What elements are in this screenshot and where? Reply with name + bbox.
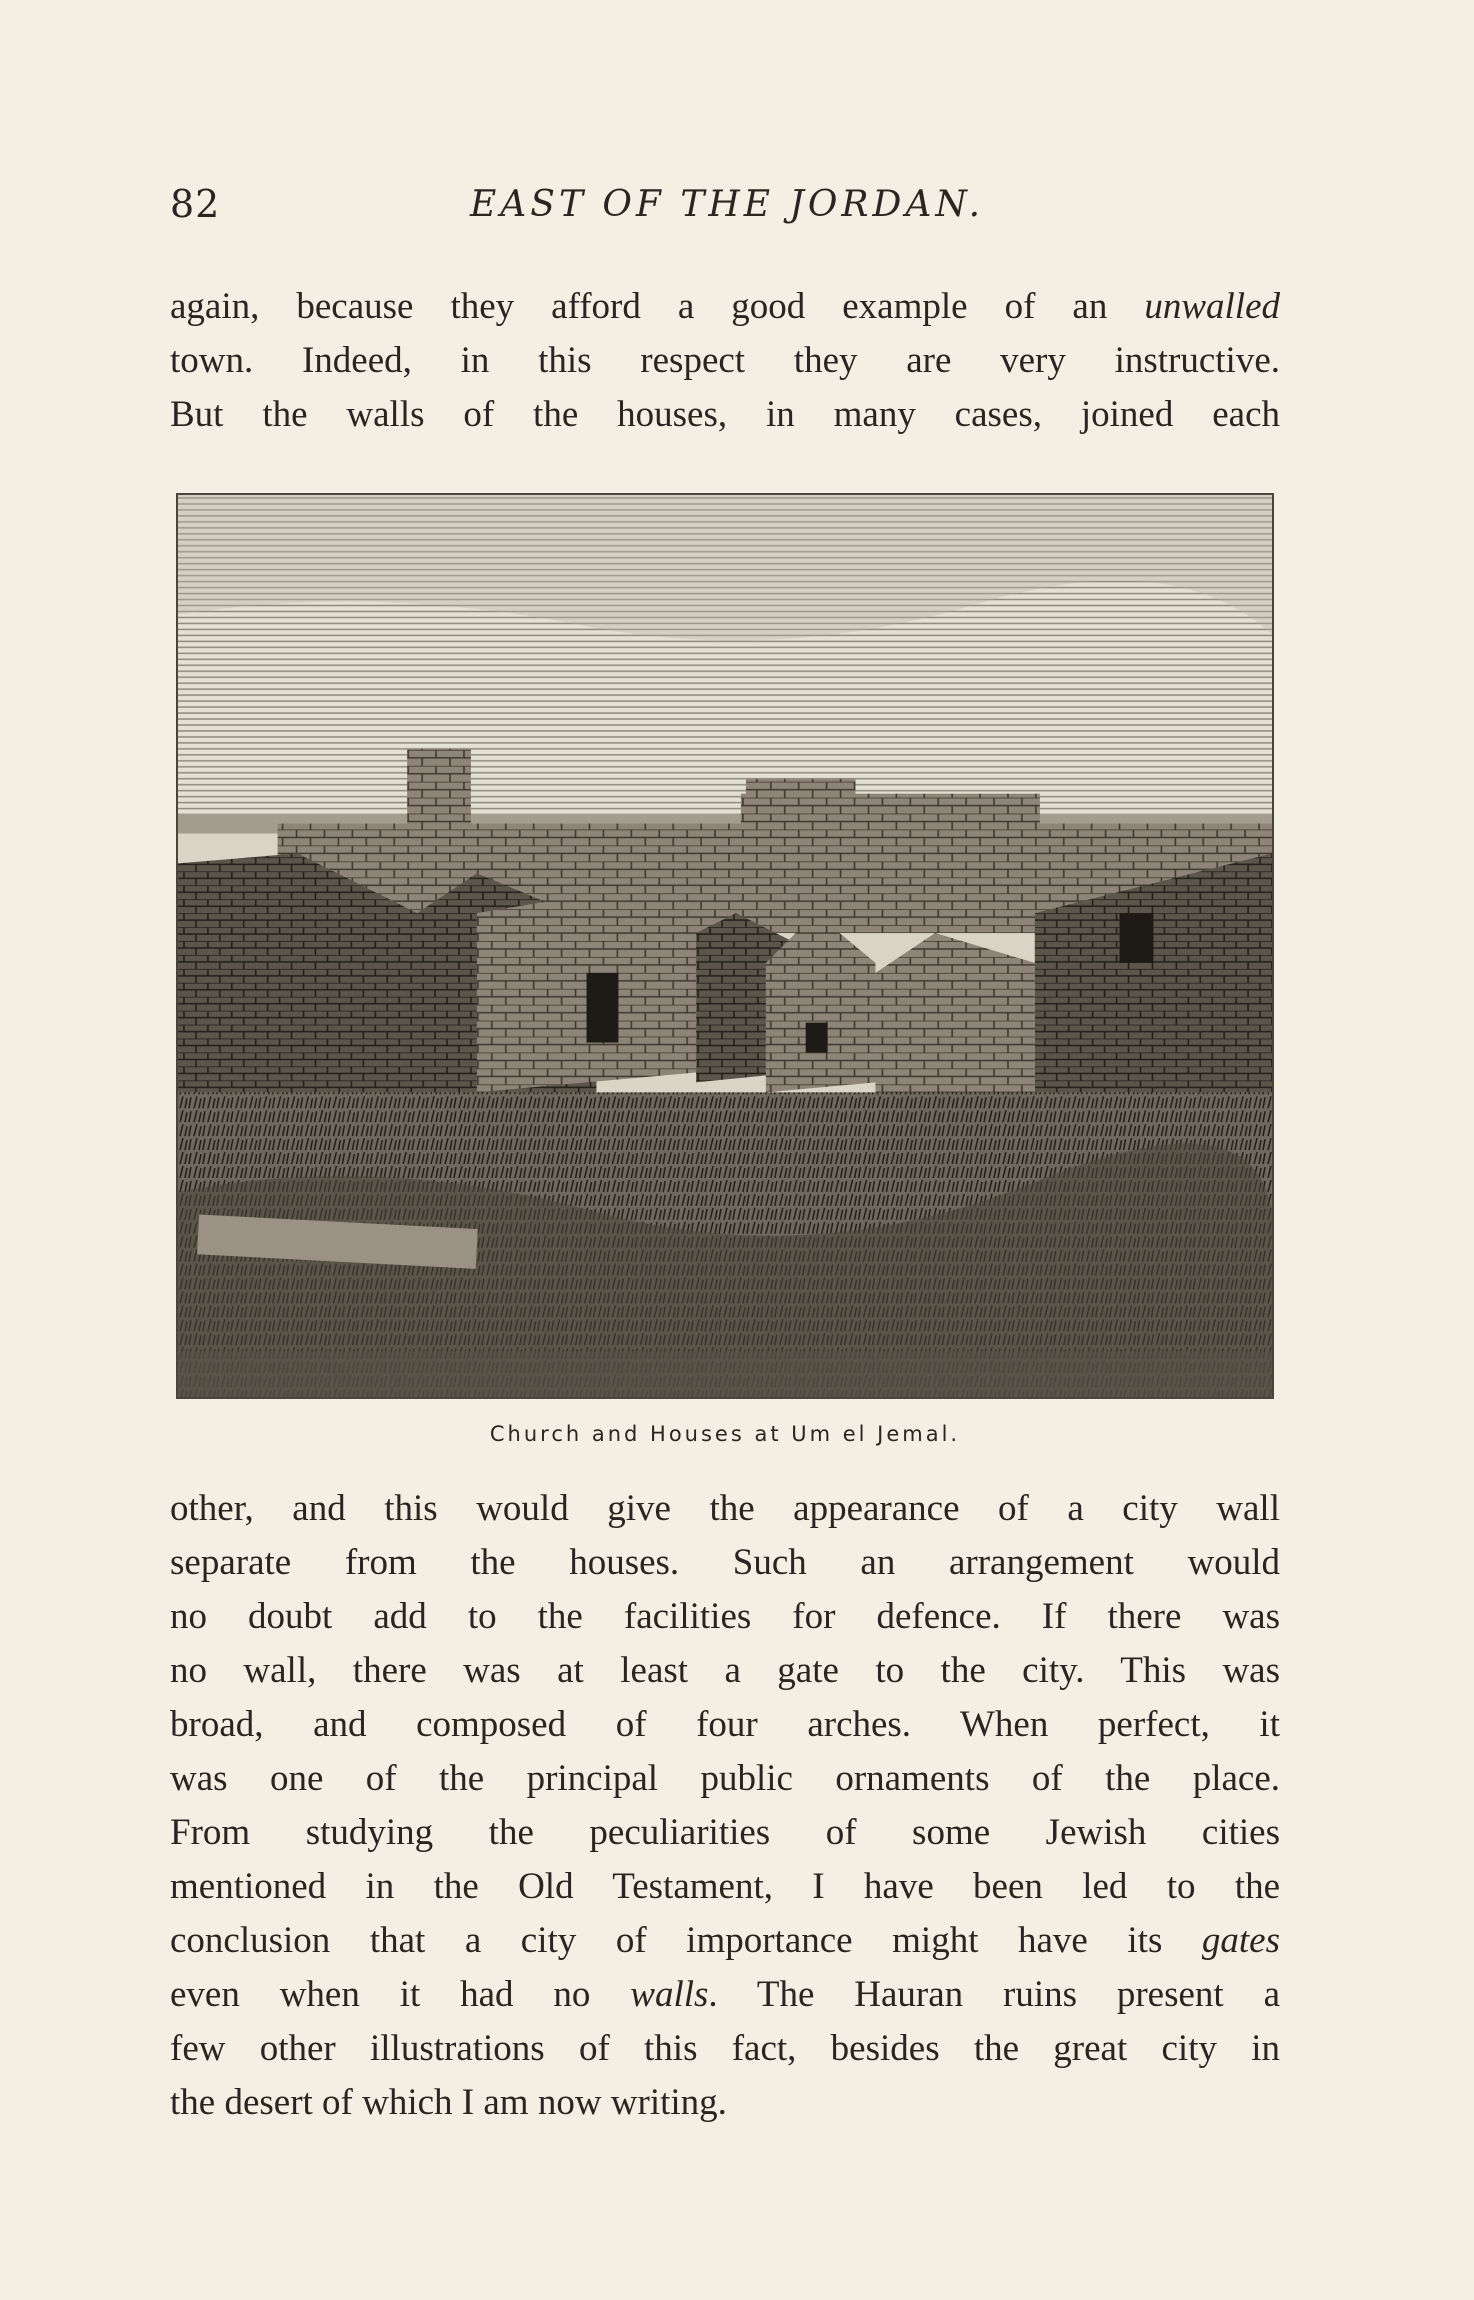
text-line: even when it had no walls. The Hauran ruins present a bbox=[170, 1974, 1280, 2015]
text-line: again, because they afford a good example of an unwalled bbox=[170, 286, 1280, 327]
engraving-ruins bbox=[178, 495, 1272, 1397]
text-line: mentioned in the Old Testament, I have been led to the bbox=[170, 1866, 1280, 1907]
figure-caption: Church and Houses at Um el Jemal. bbox=[489, 1422, 961, 1446]
running-title: EAST OF THE JORDAN. bbox=[470, 184, 985, 225]
text-line: From studying the peculiarities of some Jewish cities bbox=[170, 1812, 1280, 1853]
text-line: the desert of which I am now writing. bbox=[170, 2082, 727, 2123]
church-wall bbox=[741, 794, 1040, 933]
text-line: broad, and composed of four arches. When perfect, it bbox=[170, 1704, 1280, 1745]
paragraph-bottom bbox=[170, 1482, 1280, 2130]
text-line: was one of the principal public ornaments of the place. bbox=[170, 1758, 1280, 1799]
page-number: 82 bbox=[170, 182, 221, 226]
text-line: few other illustrations of this fact, besides the great city in bbox=[170, 2028, 1280, 2069]
text-line: town. Indeed, in this respect they are very instructive. bbox=[170, 340, 1280, 381]
text-line: separate from the houses. Such an arrangement would bbox=[170, 1542, 1280, 1583]
text-line: no doubt add to the facilities for defence. If there was bbox=[170, 1596, 1280, 1637]
text-line: no wall, there was at least a gate to the city. This was bbox=[170, 1650, 1280, 1691]
text-line: other, and this would give the appearance of a city wall bbox=[170, 1488, 1280, 1529]
paragraph-top bbox=[170, 280, 1280, 442]
text-line: But the walls of the houses, in many cases, joined each bbox=[170, 394, 1280, 435]
page-header bbox=[170, 182, 1280, 242]
engraving-illustration bbox=[176, 493, 1274, 1399]
doorway bbox=[587, 973, 619, 1043]
text-line: conclusion that a city of importance might have its gates bbox=[170, 1920, 1280, 1961]
